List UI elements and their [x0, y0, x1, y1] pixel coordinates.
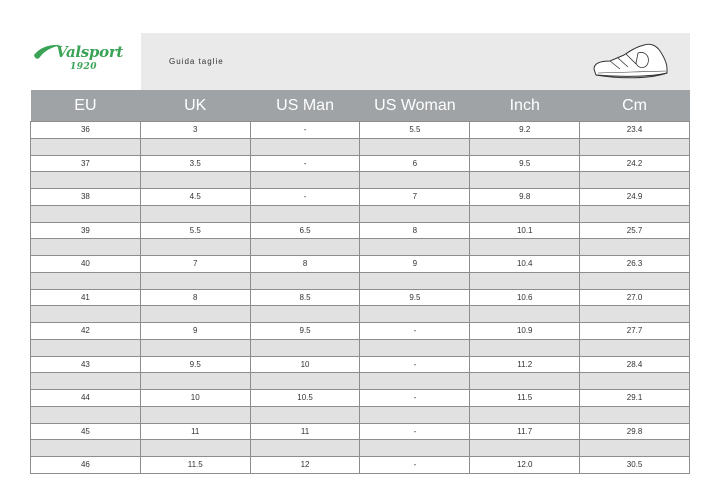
table-row: [31, 289, 690, 306]
table-cell: 8: [250, 256, 360, 273]
size-chart-table: [30, 90, 690, 474]
table-cell: 6.5: [250, 222, 360, 239]
table-cell: 5.5: [140, 222, 250, 239]
spacer-cell: [31, 373, 141, 390]
spacer-cell: [470, 339, 580, 356]
brand-name: Valsport: [56, 43, 124, 61]
column-header: Cm: [580, 90, 690, 122]
spacer-cell: [580, 205, 690, 222]
spacer-cell: [580, 306, 690, 323]
table-cell: 10.6: [470, 289, 580, 306]
table-cell: -: [250, 189, 360, 206]
table-cell: 8: [360, 222, 470, 239]
table-row: [31, 423, 690, 440]
table-cell: 11: [250, 423, 360, 440]
table-cell: 9.5: [250, 323, 360, 340]
spacer-cell: [360, 339, 470, 356]
spacer-cell: [360, 373, 470, 390]
table-cell: 7: [360, 189, 470, 206]
spacer-cell: [250, 339, 360, 356]
spacer-cell: [140, 339, 250, 356]
table-cell: 26.3: [580, 256, 690, 273]
spacer-cell: [580, 339, 690, 356]
spacer-cell: [250, 306, 360, 323]
spacer-row: [31, 306, 690, 323]
spacer-cell: [250, 239, 360, 256]
spacer-cell: [31, 306, 141, 323]
spacer-cell: [140, 172, 250, 189]
sneaker-icon: [590, 39, 670, 83]
table-cell: 10.5: [250, 390, 360, 407]
table-row: [31, 122, 690, 139]
table-cell: 24.2: [580, 155, 690, 172]
table-cell: 43: [31, 356, 141, 373]
table-cell: 3: [140, 122, 250, 139]
table-cell: 9: [140, 323, 250, 340]
spacer-cell: [580, 440, 690, 457]
brand-year: 1920: [70, 62, 98, 72]
spacer-cell: [31, 138, 141, 155]
spacer-row: [31, 239, 690, 256]
spacer-cell: [140, 138, 250, 155]
table-cell: 9.2: [470, 122, 580, 139]
spacer-cell: [31, 239, 141, 256]
table-cell: 30.5: [580, 457, 690, 474]
spacer-cell: [470, 205, 580, 222]
table-row: [31, 356, 690, 373]
spacer-cell: [140, 272, 250, 289]
spacer-cell: [140, 440, 250, 457]
table-cell: 24.9: [580, 189, 690, 206]
table-cell: 23.4: [580, 122, 690, 139]
table-cell: 12.0: [470, 457, 580, 474]
table-cell: 9.5: [470, 155, 580, 172]
spacer-cell: [250, 205, 360, 222]
table-cell: 9.5: [140, 356, 250, 373]
spacer-cell: [250, 138, 360, 155]
spacer-row: [31, 339, 690, 356]
table-cell: -: [360, 323, 470, 340]
spacer-cell: [360, 172, 470, 189]
spacer-cell: [250, 272, 360, 289]
spacer-cell: [360, 306, 470, 323]
spacer-cell: [360, 138, 470, 155]
spacer-cell: [360, 406, 470, 423]
spacer-cell: [580, 373, 690, 390]
table-cell: 38: [31, 189, 141, 206]
spacer-row: [31, 172, 690, 189]
table-cell: 4.5: [140, 189, 250, 206]
spacer-cell: [470, 306, 580, 323]
spacer-cell: [31, 172, 141, 189]
table-cell: 10.4: [470, 256, 580, 273]
spacer-row: [31, 205, 690, 222]
table-row: [31, 256, 690, 273]
table-cell: 11.5: [140, 457, 250, 474]
spacer-cell: [470, 373, 580, 390]
table-cell: 11.2: [470, 356, 580, 373]
table-cell: -: [360, 423, 470, 440]
spacer-cell: [470, 172, 580, 189]
table-header-row: [31, 90, 690, 122]
table-cell: 36: [31, 122, 141, 139]
table-cell: 28.4: [580, 356, 690, 373]
spacer-cell: [140, 306, 250, 323]
table-cell: 11.7: [470, 423, 580, 440]
table-row: [31, 457, 690, 474]
table-cell: 6: [360, 155, 470, 172]
spacer-cell: [31, 205, 141, 222]
table-row: [31, 189, 690, 206]
page-header: [30, 33, 690, 90]
table-cell: 8: [140, 289, 250, 306]
column-header: US Man: [250, 90, 360, 122]
spacer-cell: [470, 406, 580, 423]
table-cell: 11: [140, 423, 250, 440]
spacer-cell: [360, 272, 470, 289]
column-header: US Woman: [360, 90, 470, 122]
table-cell: 27.7: [580, 323, 690, 340]
spacer-cell: [580, 272, 690, 289]
table-cell: 9: [360, 256, 470, 273]
spacer-cell: [31, 272, 141, 289]
table-cell: 25.7: [580, 222, 690, 239]
spacer-cell: [250, 406, 360, 423]
spacer-cell: [140, 239, 250, 256]
table-cell: -: [360, 390, 470, 407]
spacer-cell: [360, 440, 470, 457]
table-cell: -: [250, 155, 360, 172]
table-cell: 41: [31, 289, 141, 306]
spacer-cell: [360, 205, 470, 222]
table-body: [31, 122, 690, 474]
table-cell: 37: [31, 155, 141, 172]
table-cell: 9.8: [470, 189, 580, 206]
table-row: [31, 323, 690, 340]
brand-logo: [30, 33, 140, 90]
table-cell: 39: [31, 222, 141, 239]
table-cell: 42: [31, 323, 141, 340]
table-cell: 10.9: [470, 323, 580, 340]
spacer-cell: [580, 239, 690, 256]
spacer-cell: [140, 406, 250, 423]
table-cell: 3.5: [140, 155, 250, 172]
table-cell: 45: [31, 423, 141, 440]
table-cell: 12: [250, 457, 360, 474]
title-bar: [141, 33, 690, 90]
spacer-cell: [470, 138, 580, 155]
table-cell: 29.8: [580, 423, 690, 440]
spacer-cell: [580, 406, 690, 423]
column-header: UK: [140, 90, 250, 122]
spacer-cell: [470, 440, 580, 457]
table-cell: -: [360, 356, 470, 373]
spacer-row: [31, 406, 690, 423]
spacer-cell: [250, 373, 360, 390]
column-header: Inch: [470, 90, 580, 122]
table-cell: 10.1: [470, 222, 580, 239]
spacer-row: [31, 440, 690, 457]
table-cell: 29.1: [580, 390, 690, 407]
spacer-row: [31, 138, 690, 155]
spacer-cell: [360, 239, 470, 256]
table-cell: 5.5: [360, 122, 470, 139]
spacer-cell: [31, 339, 141, 356]
table-cell: -: [250, 122, 360, 139]
spacer-cell: [580, 138, 690, 155]
table-row: [31, 222, 690, 239]
spacer-cell: [470, 272, 580, 289]
table-cell: 27.0: [580, 289, 690, 306]
table-cell: 10: [140, 390, 250, 407]
table-cell: -: [360, 457, 470, 474]
spacer-cell: [140, 373, 250, 390]
table-row: [31, 390, 690, 407]
column-header: EU: [31, 90, 141, 122]
spacer-cell: [250, 440, 360, 457]
table-cell: 46: [31, 457, 141, 474]
spacer-row: [31, 373, 690, 390]
spacer-cell: [31, 440, 141, 457]
table-row: [31, 155, 690, 172]
spacer-cell: [140, 205, 250, 222]
table-cell: 44: [31, 390, 141, 407]
page-title: Guida taglie: [169, 57, 224, 66]
spacer-row: [31, 272, 690, 289]
table-cell: 11.5: [470, 390, 580, 407]
table-cell: 8.5: [250, 289, 360, 306]
table-cell: 10: [250, 356, 360, 373]
spacer-cell: [250, 172, 360, 189]
spacer-cell: [31, 406, 141, 423]
table-cell: 9.5: [360, 289, 470, 306]
table-cell: 7: [140, 256, 250, 273]
spacer-cell: [470, 239, 580, 256]
spacer-cell: [580, 172, 690, 189]
table-cell: 40: [31, 256, 141, 273]
